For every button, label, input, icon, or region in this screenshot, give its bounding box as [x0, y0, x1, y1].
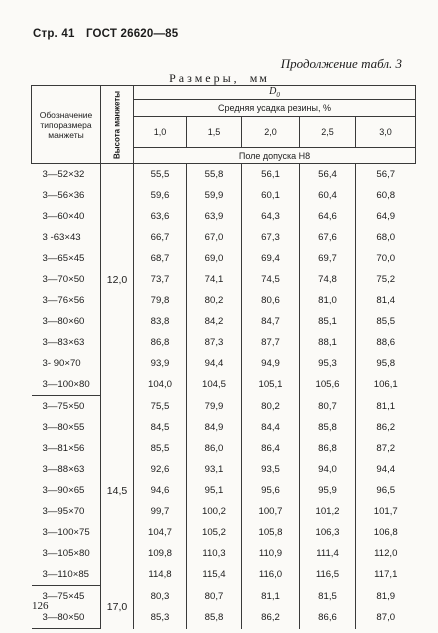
column-header-height	[101, 86, 134, 164]
cuff-designation: 3—56×36	[42, 190, 85, 201]
d0-value: 84,9	[187, 417, 242, 438]
d0-value: 93,9	[134, 353, 187, 374]
d0-value: 104,7	[134, 522, 187, 543]
d0-value: 80,2	[187, 290, 242, 311]
shrinkage-value: 1,5	[187, 117, 242, 148]
d0-value: 104,5	[187, 374, 242, 396]
table-row	[32, 164, 416, 186]
d0-value: 105,1	[242, 374, 300, 396]
table-row	[32, 248, 416, 269]
d0-value: 75,2	[376, 274, 396, 285]
d0-value: 56,7	[376, 169, 396, 180]
d0-value: 104,0	[134, 374, 187, 396]
d0-value: 87,0	[376, 612, 396, 624]
d0-value: 95,9	[300, 480, 356, 501]
cuff-designation: 3—75×45	[42, 591, 85, 602]
cuff-designation: 3—70×50	[42, 274, 85, 285]
d0-value: 79,8	[134, 290, 187, 311]
d0-value: 93,1	[187, 459, 242, 480]
column-header-designation: Обозначение типоразмера манжеты	[32, 86, 101, 164]
d0-value: 81,5	[300, 586, 356, 608]
d0-value: 87,7	[242, 332, 300, 353]
units-value: мм	[249, 71, 269, 85]
d0-value: 64,6	[300, 206, 356, 227]
table-row	[32, 459, 416, 480]
cuff-designation: 3—80×50	[32, 607, 101, 629]
d0-value: 67,0	[187, 227, 242, 248]
d0-value: 85,8	[300, 417, 356, 438]
d0-value: 64,3	[242, 206, 300, 227]
shrinkage-value: 2,5	[300, 117, 356, 148]
d0-value: 74,8	[300, 269, 356, 290]
d0-value: 59,9	[187, 185, 242, 206]
d0-value: 106,3	[300, 522, 356, 543]
d0-value: 73,7	[134, 269, 187, 290]
d0-value: 117,1	[374, 569, 398, 581]
d0-value: 86,4	[242, 438, 300, 459]
d0-value: 69,7	[300, 248, 356, 269]
d0-value: 68,0	[376, 232, 396, 243]
cuff-designation: 3—80×60	[42, 316, 85, 327]
cuff-height: 14,5	[101, 396, 134, 586]
d0-value: 60,1	[242, 185, 300, 206]
d0-value: 86,6	[300, 607, 356, 629]
cuff-designation: 3—65×45	[42, 253, 85, 264]
d0-value: 94,9	[242, 353, 300, 374]
d0-value: 86,8	[134, 332, 187, 353]
d0-value: 116,0	[242, 564, 300, 586]
d0-value: 114,8	[134, 564, 187, 586]
page-label: Стр. 41	[33, 28, 75, 40]
table-row	[32, 564, 416, 586]
d0-value: 80,2	[242, 396, 300, 418]
shrinkage-value: 3,0	[356, 117, 416, 148]
cuff-height: 17,0	[101, 586, 134, 629]
d0-value: 85,3	[134, 607, 187, 629]
cuff-designation: 3—60×40	[42, 211, 85, 222]
d0-value: 81,4	[376, 295, 396, 306]
table-row	[32, 438, 416, 459]
cuff-height: 12,0	[101, 164, 134, 396]
d0-value: 66,7	[134, 227, 187, 248]
d0-value: 88,6	[376, 337, 396, 348]
d0-value: 79,9	[187, 396, 242, 418]
d0-value: 94,0	[300, 459, 356, 480]
d0-value: 84,5	[134, 417, 187, 438]
table-row	[32, 269, 416, 290]
cuff-designation: 3—80×55	[42, 422, 85, 433]
d0-value: 67,3	[242, 227, 300, 248]
cuff-designation: 3—83×63	[42, 337, 85, 348]
d0-value: 84,7	[242, 311, 300, 332]
d0-value: 63,9	[187, 206, 242, 227]
table-row	[32, 480, 416, 501]
shrinkage-value: 2,0	[242, 117, 300, 148]
table-continuation-caption: Продолжение табл. 3	[280, 56, 402, 71]
d0-value: 85,5	[134, 438, 187, 459]
d0-value: 59,6	[134, 185, 187, 206]
cuff-designation: 3—76×56	[42, 295, 85, 306]
standard-code: ГОСТ 26620—85	[85, 28, 179, 40]
table-row	[32, 374, 416, 396]
table-row	[32, 227, 416, 248]
d0-value: 69,4	[242, 248, 300, 269]
cuff-designation: 3 -63×43	[42, 232, 81, 243]
tolerance-field-header: Поле допуска Н8	[134, 148, 416, 164]
cuff-designation: 3—90×65	[42, 485, 85, 496]
d0-value: 106,1	[373, 379, 398, 391]
d0-value: 92,6	[134, 459, 187, 480]
d0-value: 85,1	[300, 311, 356, 332]
d0-value: 60,4	[300, 185, 356, 206]
d0-value: 85,5	[376, 316, 396, 327]
cuff-designation: 3—81×56	[42, 443, 85, 454]
d0-value: 94,6	[134, 480, 187, 501]
d0-value: 81,9	[376, 590, 396, 602]
table-row	[32, 586, 416, 608]
d0-value: 60,8	[376, 190, 396, 201]
table-row	[32, 353, 416, 374]
d0-value: 74,5	[242, 269, 300, 290]
table-row	[32, 185, 416, 206]
d0-value: 67,6	[300, 227, 356, 248]
d0-value: 101,2	[300, 501, 356, 522]
d0-subscript: 0	[276, 91, 280, 99]
d0-value: 81,0	[300, 290, 356, 311]
d0-value: 105,2	[187, 522, 242, 543]
cuff-designation: 3—110×85	[32, 564, 101, 586]
table-body	[32, 164, 416, 629]
d0-value: 81,1	[242, 586, 300, 608]
d0-value: 74,1	[187, 269, 242, 290]
d0-value: 95,6	[242, 480, 300, 501]
d0-value: 105,8	[242, 522, 300, 543]
d0-value: 116,5	[300, 564, 356, 586]
d0-value: 110,3	[187, 543, 242, 564]
d0-value: 101,7	[373, 506, 398, 517]
cuff-designation: 3—95×70	[42, 506, 85, 517]
d0-value: 86,0	[187, 438, 242, 459]
table-row	[32, 607, 416, 629]
page-header	[33, 28, 178, 40]
d0-value: 75,5	[134, 396, 187, 418]
cuff-designation: 3—100×75	[42, 527, 90, 538]
table-row	[32, 543, 416, 564]
table-row	[32, 332, 416, 353]
d0-value: 111,4	[300, 543, 356, 564]
table-row	[32, 396, 416, 418]
table-row	[32, 311, 416, 332]
cuff-designation: 3—75×50	[42, 401, 85, 412]
table-row	[32, 522, 416, 543]
cuff-designation: 3—52×32	[42, 169, 85, 180]
d0-value: 110,9	[242, 543, 300, 564]
d0-value: 96,5	[376, 485, 396, 496]
d0-value: 81,1	[376, 400, 396, 412]
d0-value: 56,1	[242, 164, 300, 186]
cuff-designation: 3—88×63	[42, 464, 85, 475]
d0-value: 105,6	[300, 374, 356, 396]
d0-value: 87,2	[376, 443, 396, 454]
d0-value: 69,0	[187, 248, 242, 269]
d0-value: 86,2	[376, 422, 396, 433]
d0-value: 80,3	[134, 586, 187, 608]
d0-value: 93,5	[242, 459, 300, 480]
d0-value: 84,2	[187, 311, 242, 332]
d0-value: 99,7	[134, 501, 187, 522]
d0-value: 100,7	[242, 501, 300, 522]
d0-value: 109,8	[134, 543, 187, 564]
d0-value: 86,2	[242, 607, 300, 629]
d0-symbol: D	[269, 86, 277, 97]
cuff-designation: 3—105×80	[42, 548, 90, 559]
d0-value: 63,6	[134, 206, 187, 227]
d0-value: 80,6	[242, 290, 300, 311]
d0-value: 55,8	[187, 164, 242, 186]
d0-value: 55,5	[134, 164, 187, 186]
d0-value: 84,4	[242, 417, 300, 438]
table-row	[32, 290, 416, 311]
d0-value: 94,4	[187, 353, 242, 374]
units-word: Размеры,	[169, 71, 240, 85]
column-header-d0	[134, 86, 416, 100]
d0-value: 86,8	[300, 438, 356, 459]
d0-value: 94,4	[376, 464, 396, 475]
d0-value: 68,7	[134, 248, 187, 269]
column-header-shrinkage: Средняя усадка резины, %	[134, 100, 416, 117]
d0-value: 95,1	[187, 480, 242, 501]
d0-value: 112,0	[374, 548, 398, 559]
d0-value: 100,2	[187, 501, 242, 522]
d0-value: 80,7	[187, 586, 242, 608]
d0-value: 83,8	[134, 311, 187, 332]
units-title	[0, 71, 438, 86]
d0-value: 88,1	[300, 332, 356, 353]
d0-value: 64,9	[376, 211, 396, 222]
d0-value: 115,4	[187, 564, 242, 586]
table-row	[32, 501, 416, 522]
cuff-designation: 3—100×80	[32, 374, 101, 396]
d0-value: 95,3	[300, 353, 356, 374]
table-row	[32, 206, 416, 227]
column-header-height-label: Высота манжеты	[112, 90, 122, 159]
shrinkage-value: 1,0	[134, 117, 187, 148]
dimensions-table	[31, 85, 416, 629]
d0-value: 106,8	[373, 527, 398, 538]
d0-value: 85,8	[187, 607, 242, 629]
d0-value: 56,4	[300, 164, 356, 186]
page-number: 126	[32, 600, 49, 612]
d0-value: 70,0	[376, 253, 396, 264]
table-row	[32, 417, 416, 438]
d0-value: 87,3	[187, 332, 242, 353]
d0-value: 80,7	[300, 396, 356, 418]
d0-value: 95,8	[376, 358, 396, 369]
cuff-designation: 3- 90×70	[42, 358, 81, 369]
